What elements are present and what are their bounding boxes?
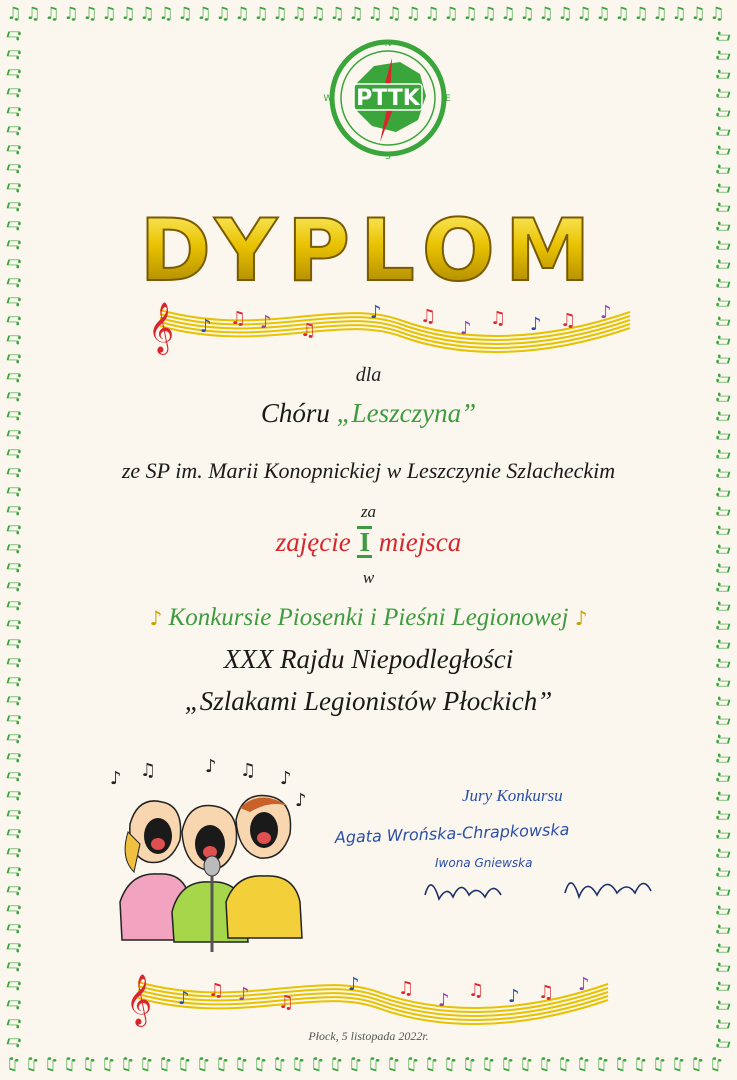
- svg-text:♫: ♫: [481, 4, 497, 24]
- svg-text:♫: ♫: [4, 940, 24, 956]
- svg-text:♫: ♫: [44, 4, 60, 24]
- svg-text:♫: ♫: [713, 807, 733, 823]
- svg-text:♫: ♫: [652, 4, 668, 24]
- svg-text:♫: ♫: [713, 294, 733, 310]
- svg-text:♫: ♫: [215, 1054, 231, 1074]
- svg-text:♫: ♫: [713, 161, 733, 177]
- contest-line: [0, 604, 737, 632]
- recipient-name: „Leszczyna”: [336, 398, 477, 428]
- svg-text:♫: ♫: [4, 256, 24, 272]
- svg-text:♫: ♫: [713, 351, 733, 367]
- svg-text:♫: ♫: [4, 370, 24, 386]
- svg-text:𝄞: 𝄞: [126, 974, 153, 1025]
- svg-text:♫: ♫: [4, 617, 24, 633]
- svg-text:♫: ♫: [4, 807, 24, 823]
- svg-text:♫: ♫: [196, 4, 212, 24]
- svg-text:♫: ♫: [4, 864, 24, 880]
- svg-text:♫: ♫: [713, 921, 733, 937]
- svg-text:♫: ♫: [278, 992, 295, 1013]
- svg-text:♫: ♫: [538, 982, 555, 1003]
- svg-text:♫: ♫: [443, 4, 459, 24]
- svg-text:♫: ♫: [4, 769, 24, 785]
- svg-text:♫: ♫: [557, 4, 573, 24]
- svg-text:♫: ♫: [538, 1054, 554, 1074]
- svg-text:♫: ♫: [713, 579, 733, 595]
- svg-text:Iwona Gniewska: Iwona Gniewska: [435, 856, 533, 870]
- svg-text:♫: ♫: [519, 4, 535, 24]
- line-za: za: [360, 502, 377, 521]
- svg-text:♫: ♫: [234, 1054, 250, 1074]
- svg-text:♫: ♫: [4, 598, 24, 614]
- svg-text:♫: ♫: [443, 1054, 459, 1074]
- svg-text:♫: ♫: [101, 1054, 117, 1074]
- svg-text:♫: ♫: [713, 598, 733, 614]
- svg-text:♫: ♫: [4, 332, 24, 348]
- svg-text:♪: ♪: [460, 318, 472, 339]
- svg-text:♫: ♫: [4, 1035, 24, 1051]
- svg-text:♫: ♫: [713, 256, 733, 272]
- recipient-prefix: Chóru: [260, 398, 330, 428]
- svg-text:♫: ♫: [386, 1054, 402, 1074]
- svg-text:♫: ♫: [500, 4, 516, 24]
- svg-text:♫: ♫: [713, 940, 733, 956]
- svg-text:♫: ♫: [713, 902, 733, 918]
- svg-text:♫: ♫: [713, 1016, 733, 1032]
- svg-text:♫: ♫: [4, 85, 24, 101]
- svg-text:♫: ♫: [713, 959, 733, 975]
- svg-text:♫: ♫: [713, 180, 733, 196]
- svg-text:♫: ♫: [4, 275, 24, 291]
- svg-text:♫: ♫: [367, 1054, 383, 1074]
- svg-text:♫: ♫: [633, 1054, 649, 1074]
- svg-text:♫: ♫: [4, 750, 24, 766]
- svg-text:♫: ♫: [329, 1054, 345, 1074]
- svg-text:♫: ♫: [4, 674, 24, 690]
- svg-text:♫: ♫: [713, 47, 733, 63]
- svg-text:♫: ♫: [519, 1054, 535, 1074]
- compass-s: S: [385, 152, 391, 162]
- svg-text:♫: ♫: [481, 1054, 497, 1074]
- svg-text:♫: ♫: [713, 142, 733, 158]
- svg-text:♫: ♫: [490, 308, 507, 329]
- svg-text:♫: ♫: [367, 4, 383, 24]
- music-staff-bottom: [118, 960, 618, 1030]
- svg-text:♫: ♫: [4, 902, 24, 918]
- svg-text:♫: ♫: [6, 1054, 22, 1074]
- svg-text:♫: ♫: [713, 674, 733, 690]
- svg-text:♫: ♫: [310, 4, 326, 24]
- svg-text:♪: ♪: [280, 768, 292, 789]
- svg-text:♫: ♫: [713, 560, 733, 576]
- svg-text:♫: ♫: [158, 1054, 174, 1074]
- svg-text:♫: ♫: [177, 1054, 193, 1074]
- svg-text:♫: ♫: [4, 503, 24, 519]
- svg-text:♫: ♫: [405, 4, 421, 24]
- svg-text:♫: ♫: [4, 47, 24, 63]
- svg-text:♫: ♫: [713, 389, 733, 405]
- svg-text:♫: ♫: [713, 997, 733, 1013]
- svg-text:♫: ♫: [4, 712, 24, 728]
- note-icon-right: ♪: [574, 606, 588, 630]
- svg-text:♫: ♫: [4, 28, 24, 44]
- svg-text:♫: ♫: [230, 308, 247, 329]
- svg-text:♫: ♫: [709, 1054, 725, 1074]
- svg-text:♪: ♪: [110, 768, 122, 789]
- svg-text:♫: ♫: [500, 1054, 516, 1074]
- award-line: [0, 526, 737, 558]
- svg-text:♫: ♫: [120, 1054, 136, 1074]
- svg-text:♫: ♫: [713, 693, 733, 709]
- svg-text:♫: ♫: [44, 1054, 60, 1074]
- svg-text:♫: ♫: [713, 655, 733, 671]
- svg-text:♫: ♫: [713, 313, 733, 329]
- svg-text:♫: ♫: [291, 4, 307, 24]
- school-line: ze SP im. Marii Konopnickiej w Leszczynie Szlacheckim: [121, 458, 616, 483]
- svg-text:♫: ♫: [4, 351, 24, 367]
- svg-text:♫: ♫: [713, 541, 733, 557]
- svg-text:♫: ♫: [208, 980, 225, 1001]
- svg-text:♫: ♫: [82, 4, 98, 24]
- svg-text:♫: ♫: [713, 237, 733, 253]
- title-text: DYPLOM: [139, 201, 601, 301]
- svg-text:♫: ♫: [4, 788, 24, 804]
- footer-date: Płock, 5 listopada 2022r.: [308, 1029, 429, 1043]
- svg-text:𝄞: 𝄞: [148, 302, 175, 353]
- svg-text:♫: ♫: [4, 237, 24, 253]
- svg-text:♪: ♪: [205, 756, 217, 777]
- svg-text:♫: ♫: [424, 4, 440, 24]
- svg-text:♫: ♫: [4, 978, 24, 994]
- recipient-line: [0, 398, 737, 429]
- svg-text:♫: ♫: [690, 4, 706, 24]
- svg-text:♫: ♫: [713, 275, 733, 291]
- svg-text:♫: ♫: [713, 712, 733, 728]
- svg-text:♫: ♫: [398, 978, 415, 999]
- svg-text:♫: ♫: [4, 731, 24, 747]
- svg-text:♫: ♫: [4, 655, 24, 671]
- svg-text:♫: ♫: [4, 142, 24, 158]
- svg-text:♫: ♫: [300, 320, 317, 341]
- svg-text:♫: ♫: [63, 1054, 79, 1074]
- svg-text:♫: ♫: [4, 408, 24, 424]
- line-dla: dla: [355, 364, 382, 386]
- svg-text:♫: ♫: [576, 4, 592, 24]
- svg-text:♫: ♫: [713, 123, 733, 139]
- svg-text:♪: ♪: [578, 974, 590, 995]
- svg-text:♪: ♪: [348, 974, 360, 995]
- svg-text:♫: ♫: [713, 731, 733, 747]
- svg-text:♪: ♪: [178, 988, 190, 1009]
- svg-text:♪: ♪: [438, 990, 450, 1011]
- svg-text:♫: ♫: [4, 123, 24, 139]
- svg-text:♫: ♫: [713, 769, 733, 785]
- svg-text:♫: ♫: [25, 1054, 41, 1074]
- svg-text:♫: ♫: [25, 4, 41, 24]
- compass-n: N: [384, 39, 392, 49]
- svg-text:♫: ♫: [4, 826, 24, 842]
- svg-text:♫: ♫: [240, 760, 257, 781]
- svg-text:♫: ♫: [713, 66, 733, 82]
- svg-text:♫: ♫: [713, 199, 733, 215]
- compass-w: W: [323, 94, 333, 104]
- svg-text:♫: ♫: [4, 560, 24, 576]
- svg-text:♫: ♫: [215, 4, 231, 24]
- svg-text:♫: ♫: [713, 28, 733, 44]
- svg-text:♫: ♫: [272, 4, 288, 24]
- svg-text:♫: ♫: [468, 980, 485, 1001]
- award-after: miejsca: [378, 527, 462, 557]
- svg-text:♫: ♫: [253, 1054, 269, 1074]
- svg-text:♫: ♫: [713, 503, 733, 519]
- svg-text:♫: ♫: [424, 1054, 440, 1074]
- svg-text:♫: ♫: [4, 199, 24, 215]
- svg-text:Agata Wrońska-Chrapkowska: Agata Wrońska-Chrapkowska: [334, 819, 570, 847]
- svg-text:♫: ♫: [310, 1054, 326, 1074]
- svg-text:♫: ♫: [713, 408, 733, 424]
- svg-text:♫: ♫: [272, 1054, 288, 1074]
- svg-text:♫: ♫: [291, 1054, 307, 1074]
- compass-e: E: [445, 94, 451, 104]
- svg-text:♪: ♪: [295, 790, 307, 811]
- contest-text: Konkursie Piosenki i Pieśni Legionowej: [168, 604, 569, 631]
- svg-text:♫: ♫: [405, 1054, 421, 1074]
- svg-text:♪: ♪: [530, 314, 542, 335]
- svg-text:♫: ♫: [4, 636, 24, 652]
- pttk-logo: [322, 34, 454, 162]
- svg-text:♫: ♫: [713, 465, 733, 481]
- svg-text:♫: ♫: [713, 826, 733, 842]
- svg-text:♫: ♫: [690, 1054, 706, 1074]
- svg-text:♫: ♫: [709, 4, 725, 24]
- svg-text:♫: ♫: [4, 997, 24, 1013]
- event-name-line: „Szlakami Legionistów Płockich”: [184, 686, 553, 716]
- svg-text:♫: ♫: [713, 636, 733, 652]
- svg-text:♫: ♫: [713, 427, 733, 443]
- svg-text:♫: ♫: [713, 864, 733, 880]
- svg-text:♫: ♫: [4, 959, 24, 975]
- svg-text:♫: ♫: [420, 306, 437, 327]
- svg-text:♫: ♫: [158, 4, 174, 24]
- award-place: I: [359, 527, 370, 557]
- svg-text:♫: ♫: [595, 1054, 611, 1074]
- svg-text:♫: ♫: [713, 750, 733, 766]
- jury-signatures: [335, 815, 665, 915]
- svg-text:♫: ♫: [4, 465, 24, 481]
- svg-text:♫: ♫: [671, 4, 687, 24]
- svg-text:♫: ♫: [713, 1035, 733, 1051]
- diploma-title: [139, 200, 601, 301]
- svg-text:♫: ♫: [4, 484, 24, 500]
- svg-text:♫: ♫: [713, 218, 733, 234]
- svg-text:♫: ♫: [82, 1054, 98, 1074]
- svg-text:♫: ♫: [386, 4, 402, 24]
- svg-text:♫: ♫: [4, 1016, 24, 1032]
- svg-text:♫: ♫: [4, 180, 24, 196]
- note-icon-left: ♪: [149, 606, 163, 630]
- svg-text:♫: ♫: [177, 4, 193, 24]
- logo-text: PTTK: [356, 86, 420, 111]
- svg-text:♫: ♫: [462, 4, 478, 24]
- svg-text:♫: ♫: [4, 541, 24, 557]
- svg-text:♫: ♫: [4, 427, 24, 443]
- svg-text:♫: ♫: [4, 921, 24, 937]
- line-w: w: [362, 568, 375, 587]
- svg-text:♫: ♫: [652, 1054, 668, 1074]
- svg-text:♫: ♫: [671, 1054, 687, 1074]
- svg-text:♫: ♫: [4, 579, 24, 595]
- svg-text:♪: ♪: [238, 984, 250, 1005]
- svg-text:♫: ♫: [101, 4, 117, 24]
- svg-text:♫: ♫: [196, 1054, 212, 1074]
- svg-text:♫: ♫: [139, 4, 155, 24]
- svg-text:♫: ♫: [614, 1054, 630, 1074]
- svg-text:♫: ♫: [713, 484, 733, 500]
- svg-text:♫: ♫: [4, 693, 24, 709]
- svg-text:♫: ♫: [462, 1054, 478, 1074]
- svg-text:♫: ♫: [4, 883, 24, 899]
- svg-text:♫: ♫: [538, 4, 554, 24]
- svg-text:♫: ♫: [4, 446, 24, 462]
- svg-text:♪: ♪: [370, 302, 382, 323]
- svg-text:♫: ♫: [713, 788, 733, 804]
- svg-text:♫: ♫: [6, 4, 22, 24]
- svg-text:♫: ♫: [234, 4, 250, 24]
- svg-text:♫: ♫: [348, 1054, 364, 1074]
- event-line: XXX Rajdu Niepodległości: [223, 644, 514, 674]
- svg-text:♫: ♫: [4, 218, 24, 234]
- svg-text:♫: ♫: [4, 845, 24, 861]
- svg-text:♫: ♫: [4, 104, 24, 120]
- svg-text:♫: ♫: [4, 313, 24, 329]
- svg-text:♫: ♫: [4, 294, 24, 310]
- singing-choir-illustration: [100, 756, 330, 952]
- svg-text:♪: ♪: [200, 316, 212, 337]
- svg-text:♫: ♫: [713, 85, 733, 101]
- svg-text:♫: ♫: [713, 845, 733, 861]
- svg-text:♫: ♫: [4, 66, 24, 82]
- svg-text:♫: ♫: [713, 370, 733, 386]
- svg-text:♫: ♫: [713, 522, 733, 538]
- svg-text:♫: ♫: [140, 760, 157, 781]
- svg-text:♫: ♫: [4, 522, 24, 538]
- svg-text:♫: ♫: [329, 4, 345, 24]
- svg-text:♫: ♫: [595, 4, 611, 24]
- svg-text:♫: ♫: [713, 446, 733, 462]
- svg-text:♫: ♫: [713, 617, 733, 633]
- svg-text:♫: ♫: [253, 4, 269, 24]
- svg-text:♫: ♫: [614, 4, 630, 24]
- svg-text:♫: ♫: [557, 1054, 573, 1074]
- award-before: zajęcie: [275, 527, 351, 557]
- svg-text:♫: ♫: [713, 883, 733, 899]
- svg-text:♫: ♫: [713, 104, 733, 120]
- svg-text:♫: ♫: [348, 4, 364, 24]
- music-staff-top: [140, 288, 640, 358]
- svg-text:♫: ♫: [139, 1054, 155, 1074]
- svg-text:♪: ♪: [600, 302, 612, 323]
- svg-text:♫: ♫: [120, 4, 136, 24]
- svg-text:♪: ♪: [508, 986, 520, 1007]
- svg-text:♫: ♫: [713, 978, 733, 994]
- svg-text:♫: ♫: [560, 310, 577, 331]
- svg-text:♫: ♫: [63, 4, 79, 24]
- svg-text:♪: ♪: [260, 312, 272, 333]
- svg-text:♫: ♫: [713, 332, 733, 348]
- svg-text:♫: ♫: [4, 389, 24, 405]
- svg-text:♫: ♫: [633, 4, 649, 24]
- svg-text:♫: ♫: [4, 161, 24, 177]
- jury-label: Jury Konkursu: [462, 786, 563, 805]
- svg-text:♫: ♫: [576, 1054, 592, 1074]
